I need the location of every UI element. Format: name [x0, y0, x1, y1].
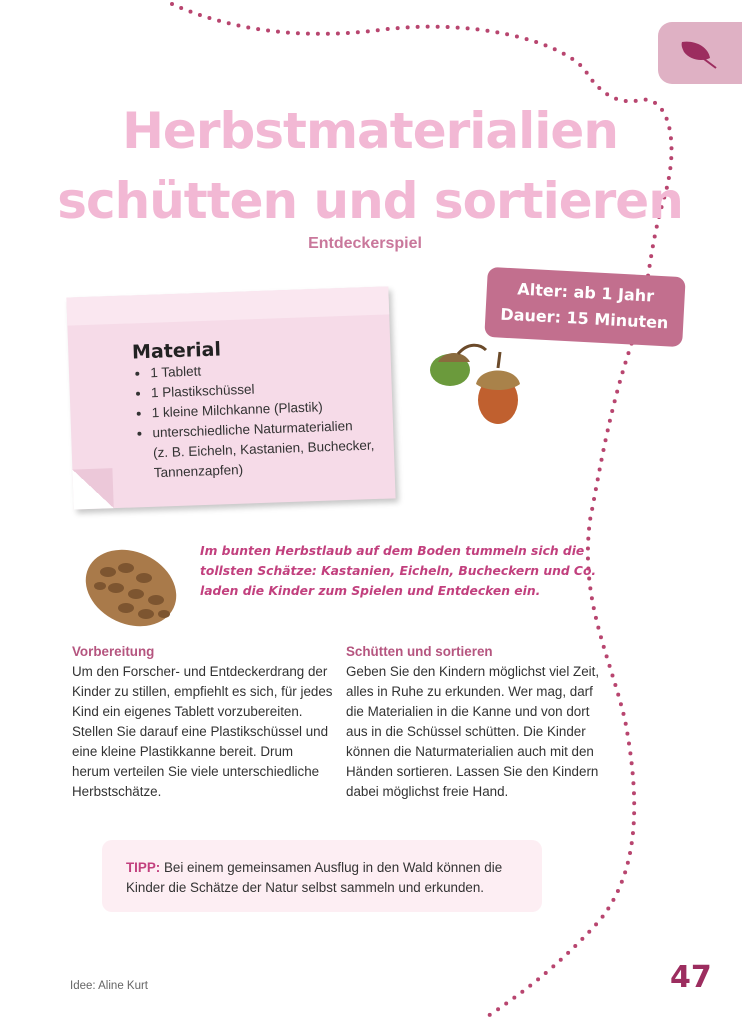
- intro-text: Im bunten Herbstlaub auf dem Boden tummeln sich die tollsten Schätze: Kastanien, Eicheln, Bucheckern und Co. laden die Kinder zum Spielen und Entdecken ein.: [200, 544, 597, 598]
- tip-label: TIPP:: [126, 860, 161, 875]
- corner-tab: [658, 22, 742, 84]
- material-item-detail: Tannenzapfen): [153, 462, 244, 481]
- material-item-detail: (z. B. Eicheln, Kastanien, Buchecker,: [152, 437, 375, 461]
- preparation-heading: Vorbereitung: [72, 644, 155, 659]
- material-item: • 1 kleine Milchkanne (Plastik): [151, 394, 412, 423]
- subtitle: Entdeckerspiel: [308, 235, 422, 252]
- page-number: 47: [670, 960, 712, 995]
- material-list: [130, 354, 414, 484]
- material-heading: Material: [131, 338, 222, 364]
- material-item: • unterschiedliche Naturmaterialien: [152, 414, 413, 443]
- activity-section: [346, 642, 608, 802]
- material-item: • 1 Plastikschüssel: [151, 374, 412, 403]
- title-line-2: schütten und sortieren: [57, 172, 683, 230]
- idea-credit: Idee: Aline Kurt: [70, 980, 148, 992]
- duration-label: Dauer: 15 Minuten: [499, 304, 669, 333]
- activity-heading: Schütten und sortieren: [346, 644, 493, 659]
- preparation-section: [72, 642, 334, 802]
- acorns-illustration: [428, 340, 528, 426]
- pine-cone-illustration: [80, 544, 182, 632]
- note-curl: [72, 468, 113, 509]
- tip-text: [126, 858, 530, 898]
- leaf-icon: [676, 36, 720, 70]
- title-line-1: Herbstmaterialien: [122, 102, 618, 160]
- age-label: Alter: ab 1 Jahr: [516, 279, 655, 306]
- page-title: [40, 96, 700, 236]
- tip-body: Bei einem gemeinsamen Ausflug in den Wald können die Kinder die Schätze der Natur selbst sammeln und erkunden.: [126, 860, 503, 895]
- age-duration-tag: [484, 267, 685, 347]
- material-item: • 1 Tablett: [150, 354, 411, 383]
- preparation-body: Um den Forscher- und Entdeckerdrang der Kinder zu stillen, empfiehlt es sich, für jedes Kind ein eigenes Tablett vorzubereiten. Stellen Sie darauf eine Plastikschüssel und eine kleine Plastikkanne bereit. Drum herum verteilen Sie viele unterschiedliche Herbstschätze.: [72, 664, 333, 799]
- activity-body: Geben Sie den Kindern möglichst viel Zeit, alles in Ruhe zu erkunden. Wer mag, darf die Materialien in die Kanne und von dort aus in die Schüssel schütten. Die Kinder können die Naturmaterialien auch mit den Händen sortieren. Lassen Sie den Kindern dabei möglichst freie Hand.: [346, 664, 600, 799]
